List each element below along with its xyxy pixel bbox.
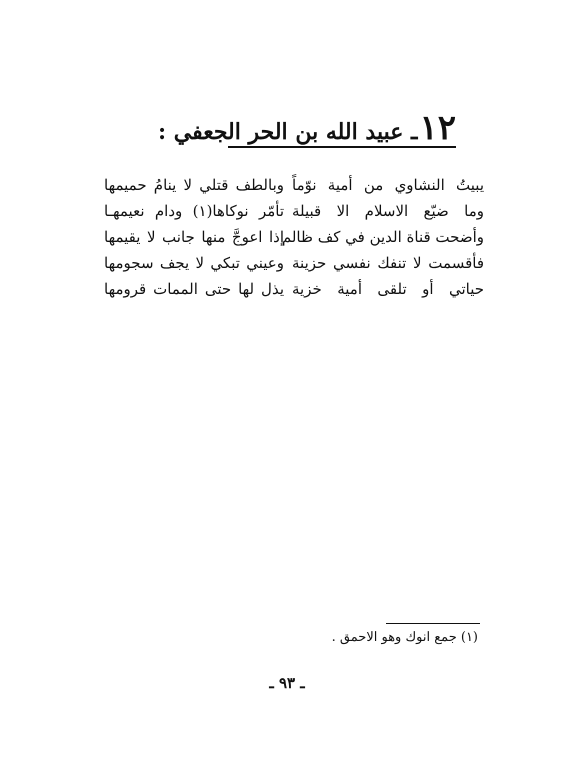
verse-first-hemistich: وأضحت قناة الدين في كف ظالم	[281, 228, 484, 246]
verse-second-hemistich: يذل لها حتى الممات قرومها	[104, 280, 284, 298]
verse-second-hemistich: وعيني تبكي لا يجف سجومها	[104, 254, 284, 272]
verse-first-hemistich: يبيتُ النشاوي من أمية نوّماً	[292, 176, 484, 194]
section-heading	[158, 108, 456, 148]
verse-second-hemistich: إذا اعوجَّ منها جانب لا يقيمها	[104, 228, 284, 246]
footnote-separator	[386, 623, 480, 624]
verse-first-hemistich: حياتي أو تلقى أمية خزية	[292, 280, 484, 298]
verse-line	[0, 280, 574, 306]
verse-first-hemistich: وما ضيّع الاسلام الا قبيلة	[292, 202, 484, 220]
verse-line	[0, 202, 574, 228]
verse-line	[0, 254, 574, 280]
verse-first-hemistich: فأقسمت لا تنفك نفسي حزينة	[292, 254, 484, 272]
verse-second-hemistich: وبالطف قتلي لا ينامُ حميمها	[104, 176, 284, 194]
section-number: ١٢	[419, 108, 456, 148]
verse-line	[0, 176, 574, 202]
verse-second-hemistich: تأمّر نوكاها(١) ودام نعيمهـا	[104, 202, 284, 220]
page-number: ـ ٩٣ ـ	[269, 674, 305, 692]
footnote: (١) جمع انوك وهو الاحمق .	[331, 630, 478, 645]
heading-underline	[228, 146, 456, 148]
verse-line	[0, 228, 574, 254]
section-title: ـ عبيد الله بن الحر الجعفي :	[157, 119, 418, 145]
